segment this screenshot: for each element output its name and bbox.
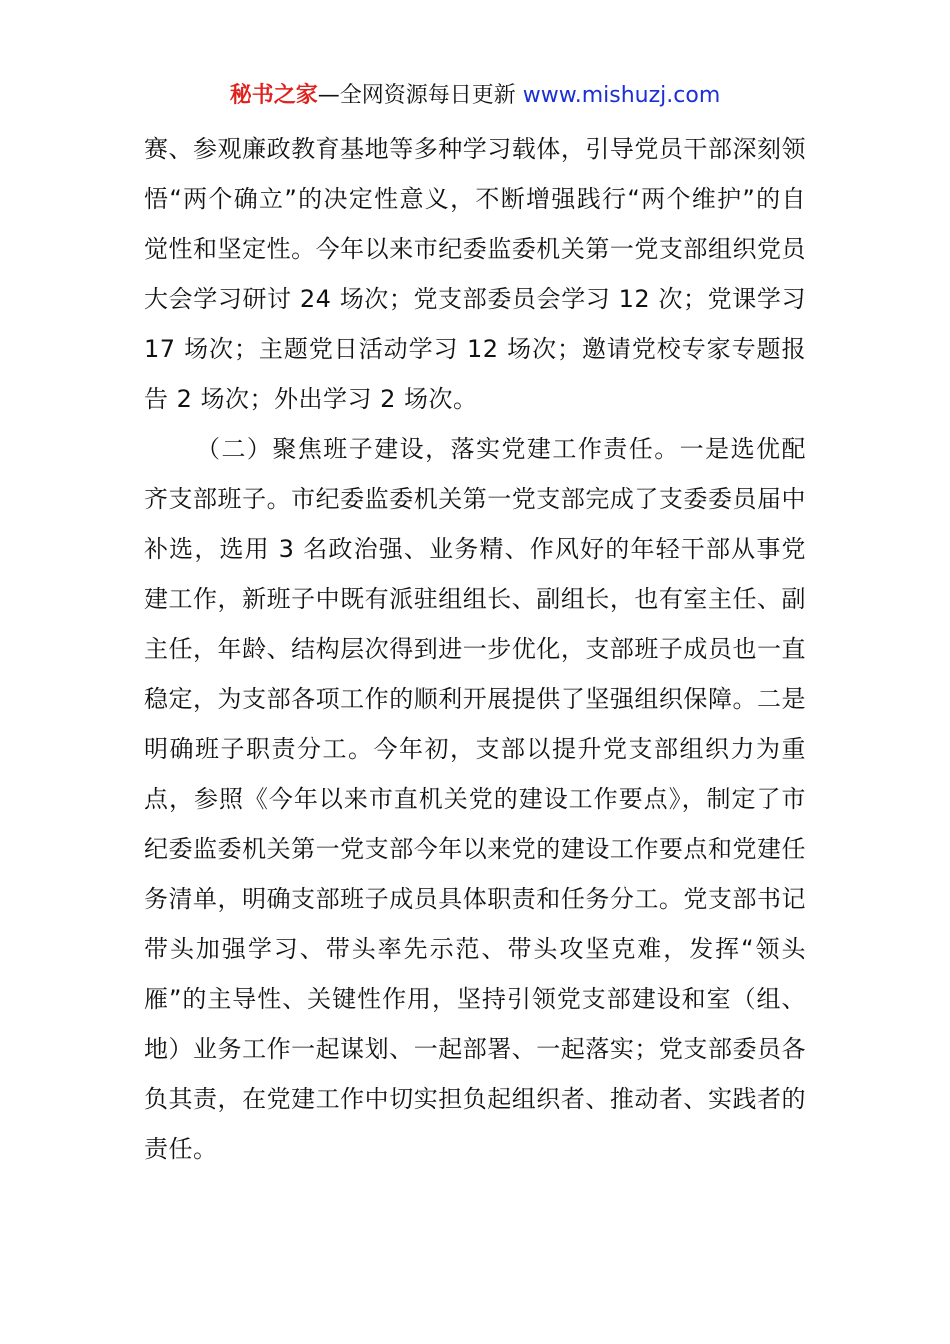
paragraph-team-building: （二）聚焦班子建设，落实党建工作责任。一是选优配齐支部班子。市纪委监委机关第一党支部完成了支委委员届中补选，选用 3 名政治强、业务精、作风好的年轻干部从事党建工作，新班子中既有派驻组组长、副组长，也有室主任、副主任，年龄、结构层次得到进一步优化，支部班子成员也一直稳定，为支部各项工作的顺利开展提供了坚强组织保障。二是明确班子职责分工。今年初，支部以提升党支部组织力为重点，参照《今年以来市直机关党的建设工作要点》，制定了市纪委监委机关第一党支部今年以来党的建设工作要点和党建任务清单，明确支部班子成员具体职责和任务分工。党支部书记带头加强学习、带头率先示范、带头攻坚克难，发挥“领头雁”的主导性、关键性作用，坚持引领党支部建设和室（组、地）业务工作一起谋划、一起部署、一起落实；党支部委员各负其责，在党建工作中切实担负起组织者、推动者、实践者的责任。 <box>144 435 806 1163</box>
paragraph-continued: 赛、参观廉政教育基地等多种学习载体，引导党员干部深刻领悟“两个确立”的决定性意义，不断增强践行“两个维护”的自觉性和坚定性。今年以来市纪委监委机关第一党支部组织党员大会学习研讨 24 场次；党支部委员会学习 12 次；党课学习 17 场次；主题党日活动学习 12 场次；邀请党校专家专题报告 2 场次；外出学习 2 场次。 <box>144 135 806 413</box>
site-tagline: —全网资源每日更新 <box>317 83 523 108</box>
page-header <box>0 80 950 112</box>
site-url-link[interactable]: www.mishuzj.com <box>522 83 721 108</box>
site-brand: 秘书之家 <box>229 83 318 108</box>
document-body <box>144 124 806 1174</box>
